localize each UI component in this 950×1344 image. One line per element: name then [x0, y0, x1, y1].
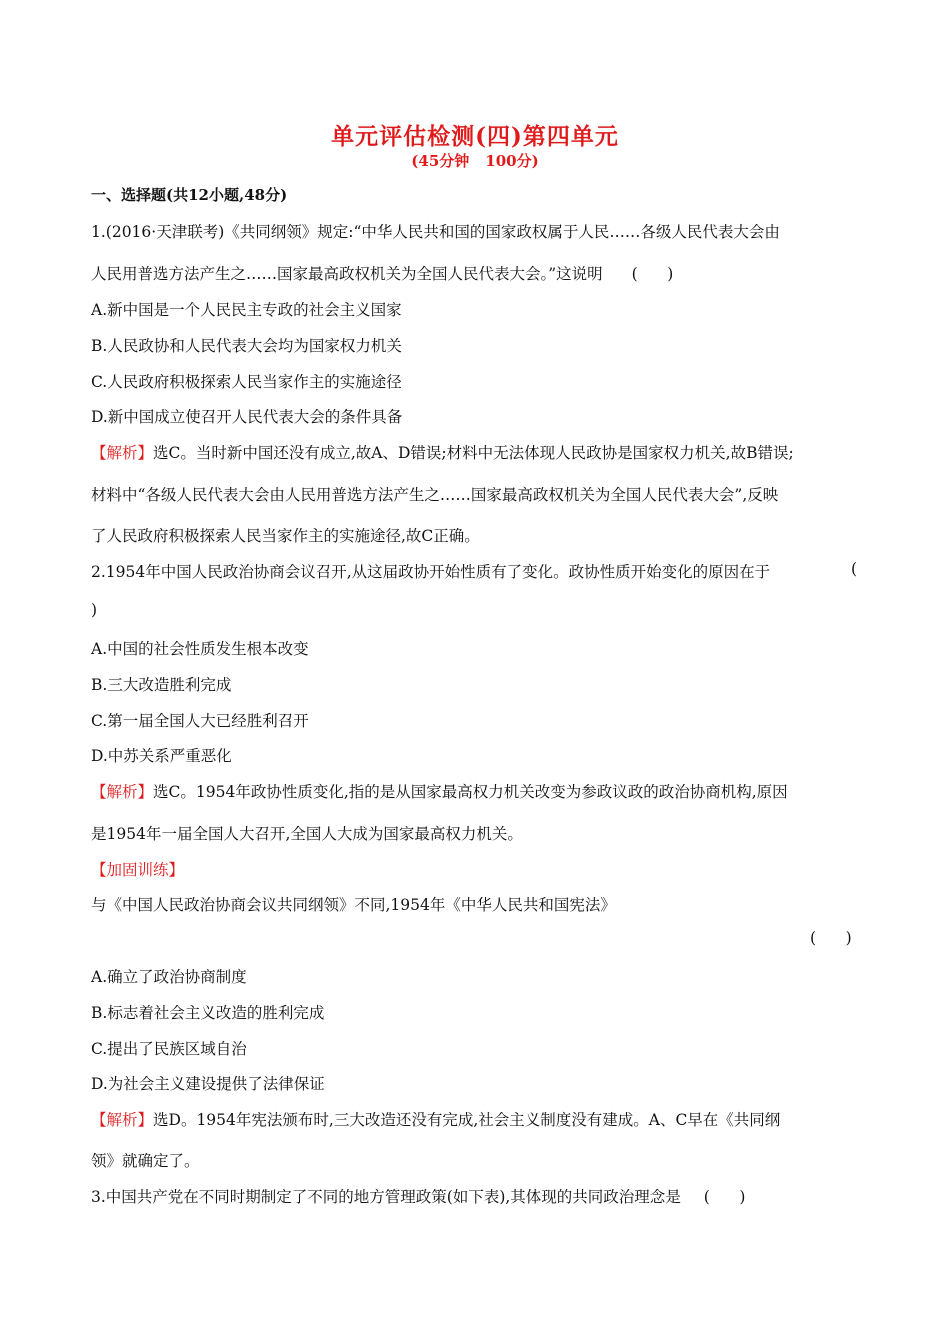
extra-analysis-tag: 【解析】 [91, 1111, 154, 1129]
q3-stem-line1 [91, 1185, 881, 1207]
q3-stem-text: 3.中国共产党在不同时期制定了不同的地方管理政策(如下表),其体现的共同政治理念是 [91, 1188, 681, 1206]
q2-option-a: A.中国的社会性质发生根本改变 [91, 640, 309, 658]
extra-training-tag: 【加固训练】 [91, 861, 185, 879]
q1-stem-line2 [91, 262, 881, 284]
extra-option-c: C.提出了民族区域自治 [91, 1040, 247, 1058]
subtitle-time: (45分钟 [411, 152, 470, 170]
extra-analysis-text1: 选D。1954年宪法颁布时,三大改造还没有完成,社会主义制度没有建成。A、C早在《共同纲 [153, 1111, 781, 1129]
q1-analysis-line3: 了人民政府积极探索人民当家作主的实施途径,故C正确。 [91, 527, 480, 545]
extra-option-d: D.为社会主义建设提供了法律保证 [91, 1075, 325, 1093]
q2-analysis-tag: 【解析】 [91, 783, 154, 801]
q2-option-b: B.三大改造胜利完成 [91, 676, 232, 694]
q1-analysis-line1 [91, 441, 881, 463]
extra-answer-paren: ( ) [810, 929, 852, 947]
q1-stem-line1: 1.(2016·天津联考)《共同纲领》规定:“中华人民共和国的国家政权属于人民……各级人民代表大会由 [91, 223, 780, 241]
q2-option-c: C.第一届全国人大已经胜利召开 [91, 712, 309, 730]
q1-option-d: D.新中国成立使召开人民代表大会的条件具备 [91, 408, 403, 426]
q1-answer-paren: ( ) [631, 265, 674, 283]
q3-answer-paren: ( ) [703, 1188, 746, 1206]
q1-analysis-text1: 选C。当时新中国还没有成立,故A、D错误;材料中无法体现人民政协是国家权力机关,故B错误; [153, 444, 794, 462]
page-title: 单元评估检测(四)第四单元 [331, 123, 619, 150]
q2-paren-open: ( [851, 560, 858, 578]
q1-option-b: B.人民政协和人民代表大会均为国家权力机关 [91, 337, 402, 355]
q1-option-a: A.新中国是一个人民民主专政的社会主义国家 [91, 301, 402, 319]
q2-paren-close: ) [91, 601, 98, 619]
q2-stem-text: 2.1954年中国人民政治协商会议召开,从这届政协开始性质有了变化。政协性质开始变化的原因在于 [91, 563, 771, 581]
page-subtitle [0, 150, 950, 171]
extra-stem: 与《中国人民政治协商会议共同纲领》不同,1954年《中华人民共和国宪法》 [91, 896, 616, 914]
q2-option-d: D.中苏关系严重恶化 [91, 747, 232, 765]
q1-stem-text: 人民用普选方法产生之……国家最高政权机关为全国人民代表大会。”这说明 [91, 265, 603, 283]
q2-analysis-line2: 是1954年一届全国人大召开,全国人大成为国家最高权力机关。 [91, 825, 523, 843]
subtitle-score: 100分) [485, 152, 539, 170]
q1-analysis-tag: 【解析】 [91, 444, 154, 462]
q2-stem-line1 [91, 560, 881, 582]
extra-option-b: B.标志着社会主义改造的胜利完成 [91, 1004, 325, 1022]
q1-option-c: C.人民政府积极探索人民当家作主的实施途径 [91, 373, 402, 391]
q2-analysis-text1: 选C。1954年政协性质变化,指的是从国家最高权力机关改变为参政议政的政治协商机构,原因 [153, 783, 788, 801]
extra-analysis-line1 [91, 1108, 881, 1130]
extra-analysis-line2: 领》就确定了。 [91, 1152, 200, 1170]
extra-option-a: A.确立了政治协商制度 [91, 968, 247, 986]
section-heading: 一、选择题(共12小题,48分) [91, 186, 288, 204]
q1-analysis-line2: 材料中“各级人民代表大会由人民用普选方法产生之……国家最高政权机关为全国人民代表大会”,反映 [91, 486, 779, 504]
q2-analysis-line1 [91, 780, 881, 802]
